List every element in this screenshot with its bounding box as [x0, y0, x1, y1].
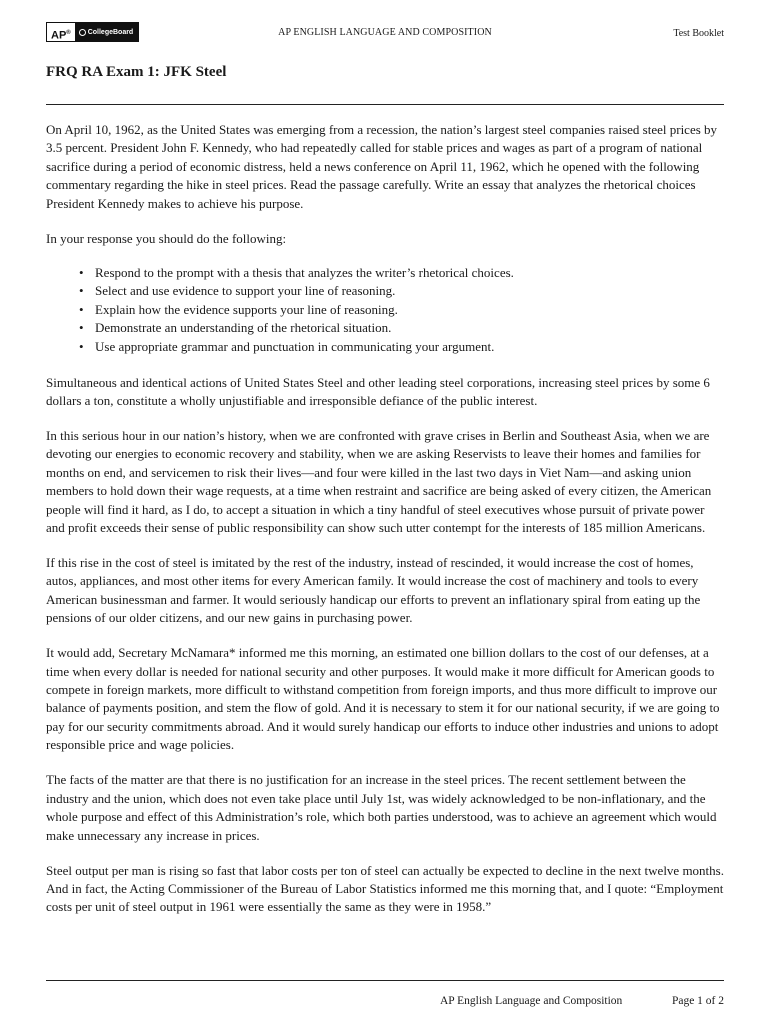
- document-body: [46, 121, 724, 933]
- footer-divider: [46, 980, 724, 981]
- passage-paragraph: Steel output per man is rising so fast that labor costs per ton of steel can actually be expected to decline in the next twelve months. And in fact, the Acting Commissioner of the Bureau of Labor Statistics informed me this morning that, and I quote: “Employment costs per unit of steel output in 1961 were essentially the same as they were in 1958.”: [46, 862, 724, 915]
- passage-paragraph: It would add, Secretary McNamara* informed me this morning, an estimated one billion dollars to the cost of our defenses, at a time when every dollar is needed for national security and other purposes. It would make it more difficult for American goods to compete in foreign markets, more difficult to withstand competition from foreign imports, and thus more difficult to improve our balance of payments position, and stem the flow of gold. And it is necessary to stem it for our national security, if we are going to pay for our security commitments abroad. And it would surely handicap our efforts to induce other industries and unions to adopt responsible price and wage policies.: [46, 645, 720, 753]
- collegeboard-logo-text: CollegeBoard: [75, 23, 139, 41]
- passage-paragraph: The facts of the matter are that there is no justification for an increase in the steel prices. The recent settlement between the industry and the union, which does not even take place until July 1st, was widely acknowledged to be non-inflationary, and the whole purpose and effect of this Administration’s role, which both parties understood, was to achieve an agreement which would make unnecessary any increase in prices.: [46, 772, 717, 843]
- list-item: • Demonstrate an understanding of the rhetorical situation.: [79, 319, 724, 338]
- passage-paragraph: Simultaneous and identical actions of United States Steel and other leading steel corporations, increasing steel prices by some 6 dollars a ton, constitute a wholly unjustifiable and irresponsible defiance of the public interest.: [46, 374, 710, 408]
- page-title: FRQ RA Exam 1: JFK Steel: [46, 64, 227, 80]
- page-footer: [46, 995, 724, 1011]
- page-header: [46, 22, 724, 44]
- footer-course-name: AP English Language and Composition: [440, 995, 623, 1007]
- passage-paragraph: In this serious hour in our nation’s history, when we are confronted with grave crises in Berlin and Southeast Asia, when we are devoting our energies to economic recovery and stability, when we are asking Reservists to leave their homes and families for months on end, and servicemen to risk their lives—and four were killed in the last two days in Viet Nam—and asking union members to hold down their wage requests, at a time when restraint and sacrifice are being asked of every citizen, the American people will find it hard, as I do, to accept a situation in which a tiny handful of steel executives whose pursuit of private power and profit exceeds their sense of public responsibility can show such utter contempt for the interests of 185 million Americans.: [46, 428, 712, 536]
- list-item: • Select and use evidence to support your line of reasoning.: [79, 282, 724, 301]
- page-number: Page 1 of 2: [671, 995, 724, 1007]
- header-booklet-label: Test Booklet: [673, 28, 724, 39]
- passage-paragraph: If this rise in the cost of steel is imitated by the rest of the industry, instead of rescinded, it would increase the cost of homes, autos, appliances, and most other items for every American family. It would increase the cost of machinery and tools to every American businessman and farmer. It would seriously handicap our efforts to prevent an inflationary spiral from eating up the pensions of our older citizens, and our new gains in purchasing power.: [46, 555, 701, 626]
- list-item: • Respond to the prompt with a thesis that analyzes the writer’s rhetorical choices.: [79, 264, 724, 283]
- instructions-lead: In your response you should do the following:: [46, 230, 287, 246]
- header-divider: [46, 104, 724, 105]
- prompt-intro: On April 10, 1962, as the United States was emerging from a recession, the nation’s largest steel companies raised steel prices by 3.5 percent. President John F. Kennedy, who had repeatedly called for stable prices and wages as part of a program of national sacrifice during a period of economic distress, held a news conference on April 11, 1962, which he opened with the following commentary regarding the hike in steel prices. Read the passage carefully. Write an essay that analyzes the rhetorical choices President Kennedy makes to achieve his purpose.: [46, 122, 718, 211]
- header-course-title: AP ENGLISH LANGUAGE AND COMPOSITION: [278, 27, 492, 38]
- list-item: • Use appropriate grammar and punctuation in communicating your argument.: [79, 338, 724, 357]
- list-item: • Explain how the evidence supports your line of reasoning.: [79, 301, 724, 320]
- ap-logo-text: AP®: [47, 23, 75, 41]
- instructions-list: [79, 264, 724, 357]
